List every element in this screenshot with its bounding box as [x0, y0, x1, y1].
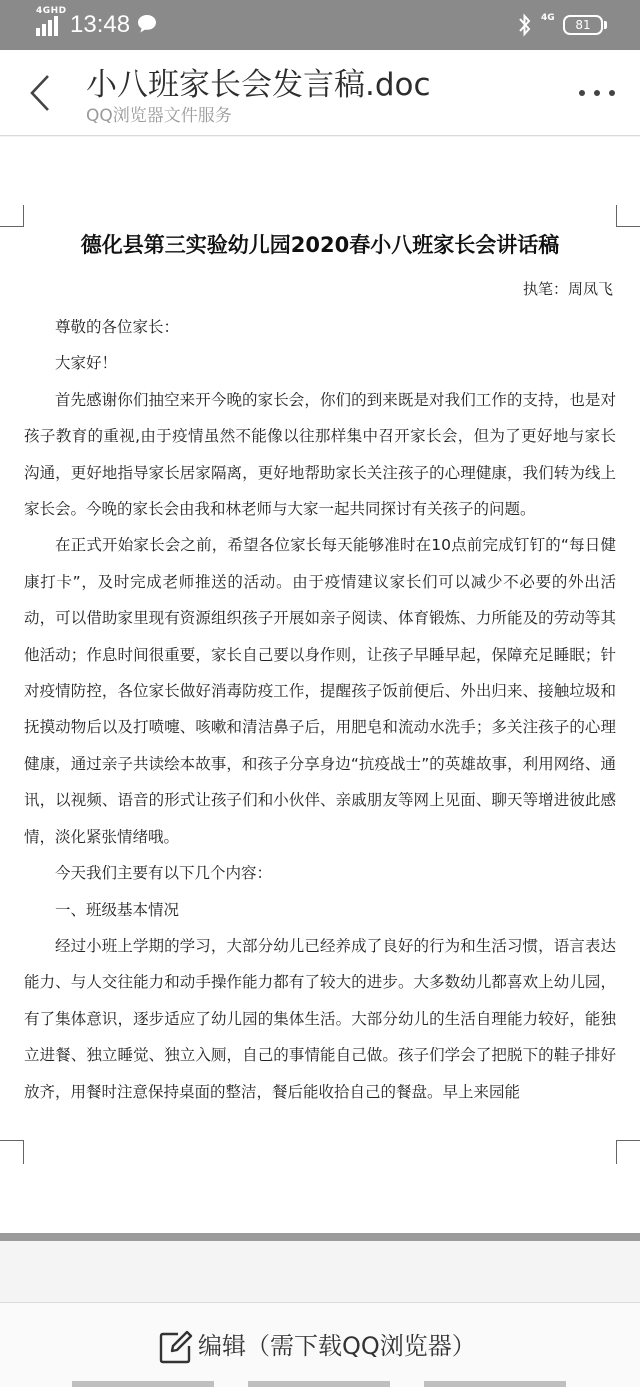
- crop-mark-top-right-h: [616, 226, 640, 227]
- more-button[interactable]: [572, 78, 622, 108]
- file-subtitle: QQ浏览器文件服务: [86, 106, 232, 126]
- paragraph: 今天我们主要有以下几个内容：: [55, 864, 273, 883]
- status-time: 13:48: [70, 11, 131, 38]
- crop-mark-top-left: [23, 205, 24, 227]
- chevron-left-icon: [24, 72, 60, 114]
- crop-mark-bottom-left-h: [0, 1140, 24, 1141]
- crop-mark-top-right: [616, 205, 617, 227]
- crop-mark-bottom-right: [616, 1140, 617, 1164]
- paragraph: 一、班级基本情况: [55, 900, 180, 919]
- document-page[interactable]: [0, 137, 640, 1237]
- document-title: 德化县第三实验幼儿园2020春小八班家长会讲话稿: [80, 233, 560, 257]
- edit-button[interactable]: [140, 1323, 500, 1369]
- app-header: [0, 50, 640, 136]
- crop-mark-top-left-h: [0, 226, 24, 227]
- status-bar: [0, 0, 640, 50]
- strip-segment: [72, 1381, 214, 1387]
- battery-indicator: 81: [563, 15, 603, 35]
- bluetooth-icon: [518, 13, 532, 37]
- network-type: 4GHD: [36, 6, 67, 16]
- edit-button-label: 编辑（需下载QQ浏览器）: [198, 1332, 476, 1360]
- bottom-strip: [0, 1381, 640, 1387]
- signal-icon: [36, 14, 62, 36]
- crop-mark-bottom-left: [23, 1140, 24, 1164]
- strip-segment: [248, 1381, 390, 1387]
- file-title: 小八班家长会发言稿.doc: [86, 67, 431, 103]
- network-type-right: 4G: [541, 13, 555, 23]
- bottom-bar: [0, 1302, 640, 1387]
- crop-mark-bottom-right-h: [616, 1140, 640, 1141]
- edit-icon: [158, 1329, 194, 1365]
- back-button[interactable]: [24, 72, 60, 114]
- more-dots-icon: [572, 78, 622, 108]
- document-body: [24, 309, 616, 1110]
- paragraph: 尊敬的各位家长：: [55, 318, 180, 336]
- paragraph: 经过小班上学期的学习，大部分幼儿已经养成了良好的行为和生活习惯，语言表达能力、与人交往能力和动手操作能力都有了较大的进步。大多数幼儿都喜欢上幼儿园，有了集体意识，逐步适应了幼儿园的集体生活。大部分幼儿的生活自理能力较好，能独立进餐、独立睡觉、独立入厕，自己的事情能自己做。孩子们学会了把脱下的鞋子排好放齐，用餐时注意保持桌面的整洁，餐后能收拾自己的餐盘。早上来园能: [24, 936, 616, 1101]
- paragraph: 首先感谢你们抽空来开今晚的家长会，你们的到来既是对我们工作的支持，也是对孩子教育的重视,由于疫情虽然不能像以往那样集中召开家长会，但为了更好地与家长沟通，更好地指导家长居家隔离，更好地帮助家长关注孩子的心理健康，我们转为线上家长会。今晚的家长会由我和林老师与大家一起共同探讨有关孩子的问题。: [24, 390, 616, 519]
- chat-bubble-icon: [137, 14, 157, 34]
- paragraph: 在正式开始家长会之前，希望各位家长每天能够准时在10点前完成钉钉的“每日健康打卡”，及时完成老师推送的活动。由于疫情建议家长们可以减少不必要的外出活动，可以借助家里现有资源组织孩子开展如亲子阅读、体育锻炼、力所能及的劳动等其他活动；作息时间很重要，家长自己要以身作则，让孩子早睡早起，保障充足睡眠；针对疫情防控，各位家长做好消毒防疫工作，提醒孩子饭前便后、外出归来、接触垃圾和抚摸动物后以及打喷嚏、咳嗽和清洁鼻子后，用肥皂和流动水洗手；多关注孩子的心理健康，通过亲子共读绘本故事，和孩子分享身边“抗疫战士”的英雄故事，利用网络、通讯，以视频、语音的形式让孩子们和小伙伴、亲戚朋友等网上见面、聊天等增进彼此感情，淡化紧张情绪哦。: [24, 536, 616, 846]
- paragraph: 大家好！: [55, 354, 118, 373]
- document-author: 执笔：周凤飞: [522, 280, 613, 298]
- battery-tip: [604, 21, 607, 29]
- strip-segment: [424, 1381, 566, 1387]
- page-divider: [0, 1233, 640, 1241]
